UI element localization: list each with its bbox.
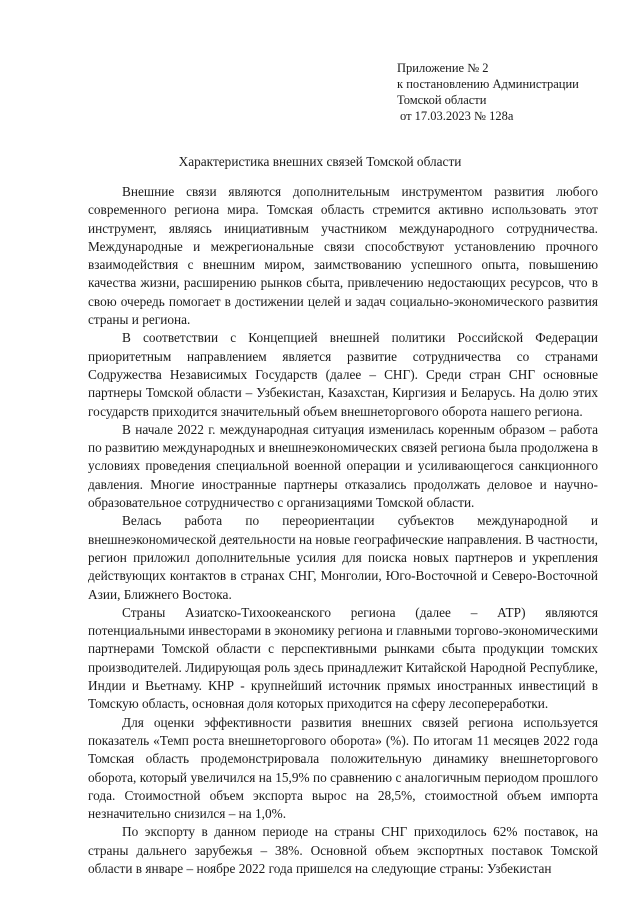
appendix-header <box>397 60 579 124</box>
document-body <box>88 183 598 878</box>
paragraph: Внешние связи являются дополнительным инструментом развития любого современного региона мира. Томская область стремится активно использовать этот инструмент, являясь инициативным участником международного сотрудничества. Международные и межрегиональные связи способствуют установлению прочного взаимодействия с внешним миром, заимствованию успешного опыта, повышению качества жизни, расширению рынков сбыта, привлечению недостающих ресурсов, что в свою очередь помогает в достижении целей и задач социально-экономического развития страны и региона. <box>88 184 598 328</box>
appendix-decree: к постановлению Администрации <box>397 77 579 91</box>
paragraph: Страны Азиатско-Тихоокеанского региона (далее – АТР) являются потенциальными инвесторами в экономику региона и главными торгово-экономическими партнерами Томской области с перспективными рынками сбыта продукции томских производителей. Лидирующая роль здесь принадлежит Китайской Народной Республике, Индии и Вьетнаму. КНР - крупнейший источник прямых иностранных инвестиций в Томскую область, основная доля которых приходится на сферу лесопереработки. <box>88 604 598 712</box>
appendix-region: Томской области <box>397 93 487 107</box>
paragraph: Велась работа по переориентации субъектов международной и внешнеэкономической деятельности на новые географические направления. В частности, регион приложил дополнительные усилия для поиска новых партнеров и укрепления действующих контактов в странах СНГ, Монголии, Юго-Восточной и Северо-Восточной Азии, Ближнего Востока. <box>88 513 598 602</box>
appendix-date: от 17.03.2023 № 128а <box>400 109 514 123</box>
paragraph: В соответствии с Концепцией внешней политики Российской Федерации приоритетным направлением является развитие сотрудничества со странами Содружества Независимых Государств (далее – СНГ). Среди стран СНГ основные партнеры Томской области – Узбекистан, Казахстан, Киргизия и Беларусь. На долю этих государств приходится значительный объем внешнеторгового оборота нашего региона. <box>88 330 598 419</box>
paragraph: По экспорту в данном периоде на страны СНГ приходилось 62% поставок, на страны дальнего зарубежья – 38%. Основной объем экспортных поставок Томской области в январе – ноябре 2022 года пришелся на следующие страны: Узбекистан <box>88 824 598 876</box>
paragraph: В начале 2022 г. международная ситуация изменилась коренным образом – работа по развитию международных и внешнеэкономических связей региона была продолжена в условиях проведения специальной военной операции и усиливающегося санкционного давления. Многие иностранные партнеры отказались продолжать деловое и научно-образовательное сотрудничество с организациями Томской области. <box>88 421 598 511</box>
document-title: Характеристика внешних связей Томской области <box>178 154 462 169</box>
paragraph: Для оценки эффективности развития внешних связей региона используется показатель «Темп роста внешнеторгового оборота» (%). По итогам 11 месяцев 2022 года Томская область продемонстрировала положительную динамику внешнеторгового оборота, который увеличился на 15,9% по сравнению с аналогичным периодом прошлого года. Стоимостной объем экспорта вырос на 28,5%, стоимостной объем импорта незначительно снизился – на 1,0%. <box>88 714 598 822</box>
appendix-number: Приложение № 2 <box>397 61 489 75</box>
